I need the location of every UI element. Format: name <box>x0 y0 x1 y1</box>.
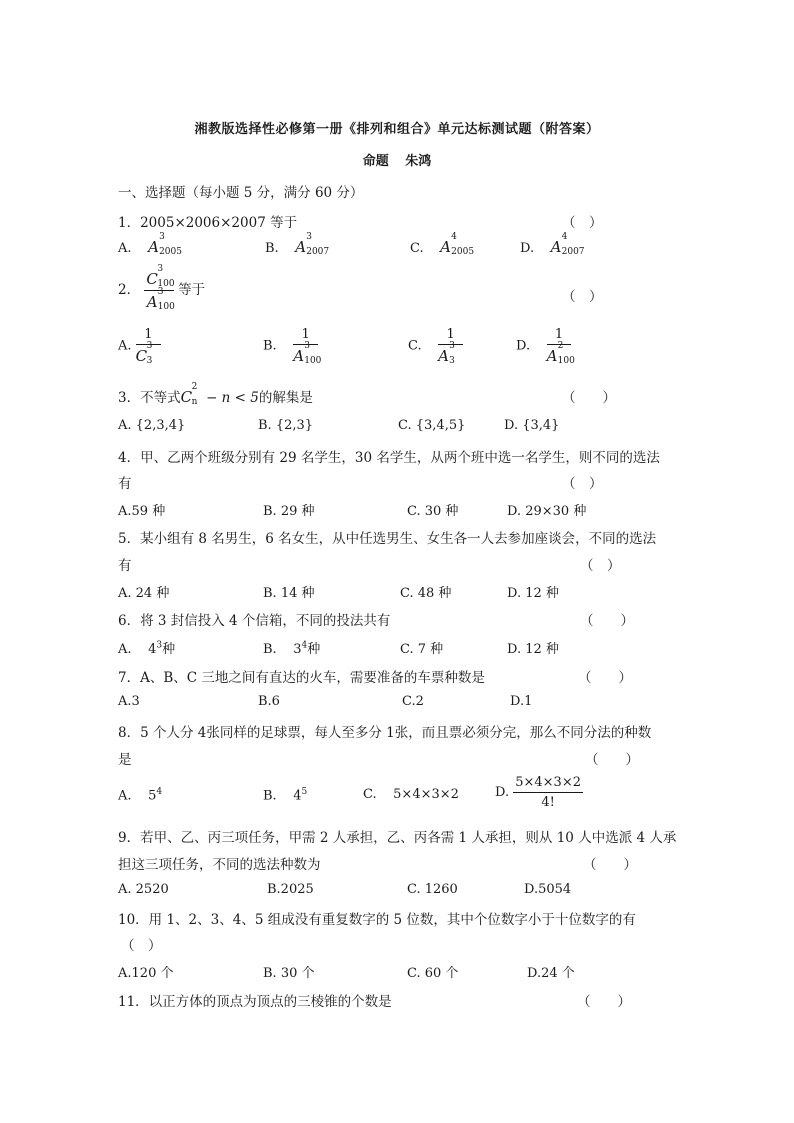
q4-option-a: A.59 种 <box>118 504 166 519</box>
q7-option-b: B.6 <box>258 694 280 709</box>
q8-option-c: C. 5×4×3×2 <box>363 787 459 802</box>
q1-option-d: D. A 4 2007 <box>520 232 585 257</box>
q7-option-a: A.3 <box>118 694 140 709</box>
q2-option-c: C. 1 A 3 3 <box>408 327 463 365</box>
q9-stem-line1: 9．若甲、乙、丙三项任务，甲需 2 人承担，乙、丙各需 1 人承担，则从 10 人中选派 4 人承 <box>118 830 677 846</box>
q4-option-c: C. 30 种 <box>407 504 459 519</box>
q7-stem: 7．A、B、C 三地之间有直达的火车，需要准备的车票种数是 <box>118 670 485 686</box>
q8-stem-line1: 8．5 个人分 4张同样的足球票，每人至多分 1张，而且票必须分完，那么不同分法的种数 <box>118 725 652 741</box>
q10-option-b: B. 30 个 <box>263 966 315 981</box>
q2-fraction: C 3 100 A 3 100 <box>146 264 175 312</box>
q7-option-c: C.2 <box>402 694 424 709</box>
q1-option-b-expr: A 3 2007 <box>295 232 330 257</box>
q9-option-d: D.5054 <box>524 882 572 897</box>
q1-answer-blank: （ ） <box>562 215 603 231</box>
q6-option-c: C. 7 种 <box>400 642 444 657</box>
q10-stem-line1: 10．用 1、2、3、4、5 组成没有重复数字的 5 位数，其中个位数字小于十位数字的有 <box>118 912 636 928</box>
q5-option-d: D. 12 种 <box>507 586 559 601</box>
q1-option-a-expr: A 3 2005 <box>148 232 182 257</box>
author-label: 命题 <box>362 154 389 169</box>
q7-option-d: D.1 <box>510 694 533 709</box>
q8-option-a: A. $5^4$ <box>118 787 163 804</box>
q3-answer-blank: （ ） <box>562 390 616 406</box>
q5-answer-blank: （ ） <box>580 558 621 574</box>
q10-option-c: C. 60 个 <box>407 966 459 981</box>
q2-stem: 2． C 3 100 A 3 100 等于 <box>118 264 206 312</box>
q1-option-a: A. A 3 2005 <box>118 232 182 257</box>
q9-option-b: B.2025 <box>267 882 314 897</box>
q8-answer-blank: （ ） <box>585 752 639 768</box>
q1-option-b: B. A 3 2007 <box>265 232 330 257</box>
q2-option-b: B. 1 A 3 100 <box>263 327 322 366</box>
q9-option-a: A. 2520 <box>118 882 169 897</box>
q5-stem-line1: 5．某小组有 8 名男生，6 名女生，从中任选男生、女生各一人去参加座谈会，不同的选法 <box>118 531 657 547</box>
q2-option-d: D. 1 A 2 100 <box>516 327 575 366</box>
q5-option-b: B. 14 种 <box>263 586 315 601</box>
q9-answer-blank: （ ） <box>583 857 637 873</box>
q4-option-d: D. 29×30 种 <box>507 504 587 519</box>
section-heading: 一、选择题（每小题 5 分，满分 60 分） <box>118 185 364 201</box>
q6-option-d: D. 12 种 <box>507 642 559 657</box>
q8-stem-line2: 是 <box>118 752 132 768</box>
q11-stem: 11．以正方体的顶点为顶点的三棱锥的个数是 <box>118 994 392 1010</box>
q3-stem: 3．不等式C 2 n − n < 5的解集是 <box>118 382 313 407</box>
page-title: 湘教版选择性必修第一册《排列和组合》单元达标测试题（附答案） <box>194 122 600 137</box>
q1-stem: 1．2005×2006×2007 等于 <box>118 215 298 231</box>
q9-option-c: C. 1260 <box>407 882 458 897</box>
q4-stem-line1: 4．甲、乙两个班级分别有 29 名学生，30 名学生，从两个班中选一名学生，则不同的选法 <box>118 450 660 466</box>
q1-option-c-expr: A 4 2005 <box>440 232 475 257</box>
q4-stem-line2: 有 <box>118 476 132 492</box>
q10-option-d: D.24 个 <box>527 966 575 981</box>
q2-option-a: A. 1 C 3 3 <box>118 327 161 365</box>
q6-option-b: B. $3^4$种 <box>263 640 321 657</box>
q4-option-b: B. 29 种 <box>263 504 315 519</box>
q10-answer-blank: （ ） <box>121 938 162 954</box>
q10-option-a: A.120 个 <box>118 966 174 981</box>
q2-answer-blank: （ ） <box>562 289 603 305</box>
q8-option-b: B. $4^5$ <box>263 787 308 804</box>
q3-option-b: B. {2,3} <box>258 418 314 433</box>
q5-option-c: C. 48 种 <box>400 586 452 601</box>
q9-stem-line2: 担这三项任务，不同的选法种数为 <box>118 857 321 873</box>
q7-answer-blank: （ ） <box>578 670 632 686</box>
q5-stem-line2: 有 <box>118 558 132 574</box>
q8-option-d: D. $\frac{5\times 4\times 3\times 2}{4!}$ <box>495 775 581 810</box>
q6-option-a: A. $4^3$种 <box>118 640 176 657</box>
q3-option-c: C. {3,4,5} <box>398 418 466 433</box>
q6-stem: 6．将 3 封信投入 4 个信箱，不同的投法共有 <box>118 613 391 629</box>
q5-option-a: A. 24 种 <box>118 586 170 601</box>
q3-option-a: A. {2,3,4} <box>118 418 186 433</box>
q4-answer-blank: （ ） <box>562 476 603 492</box>
q1-option-d-expr: A 4 2007 <box>550 232 585 257</box>
q1-option-c: C. A 4 2005 <box>410 232 475 257</box>
q6-answer-blank: （ ） <box>580 613 634 629</box>
author-line <box>0 150 794 169</box>
author-name: 朱鸿 <box>405 154 432 169</box>
q11-answer-blank: （ ） <box>577 994 631 1010</box>
q3-option-d: D. {3,4} <box>504 418 560 433</box>
